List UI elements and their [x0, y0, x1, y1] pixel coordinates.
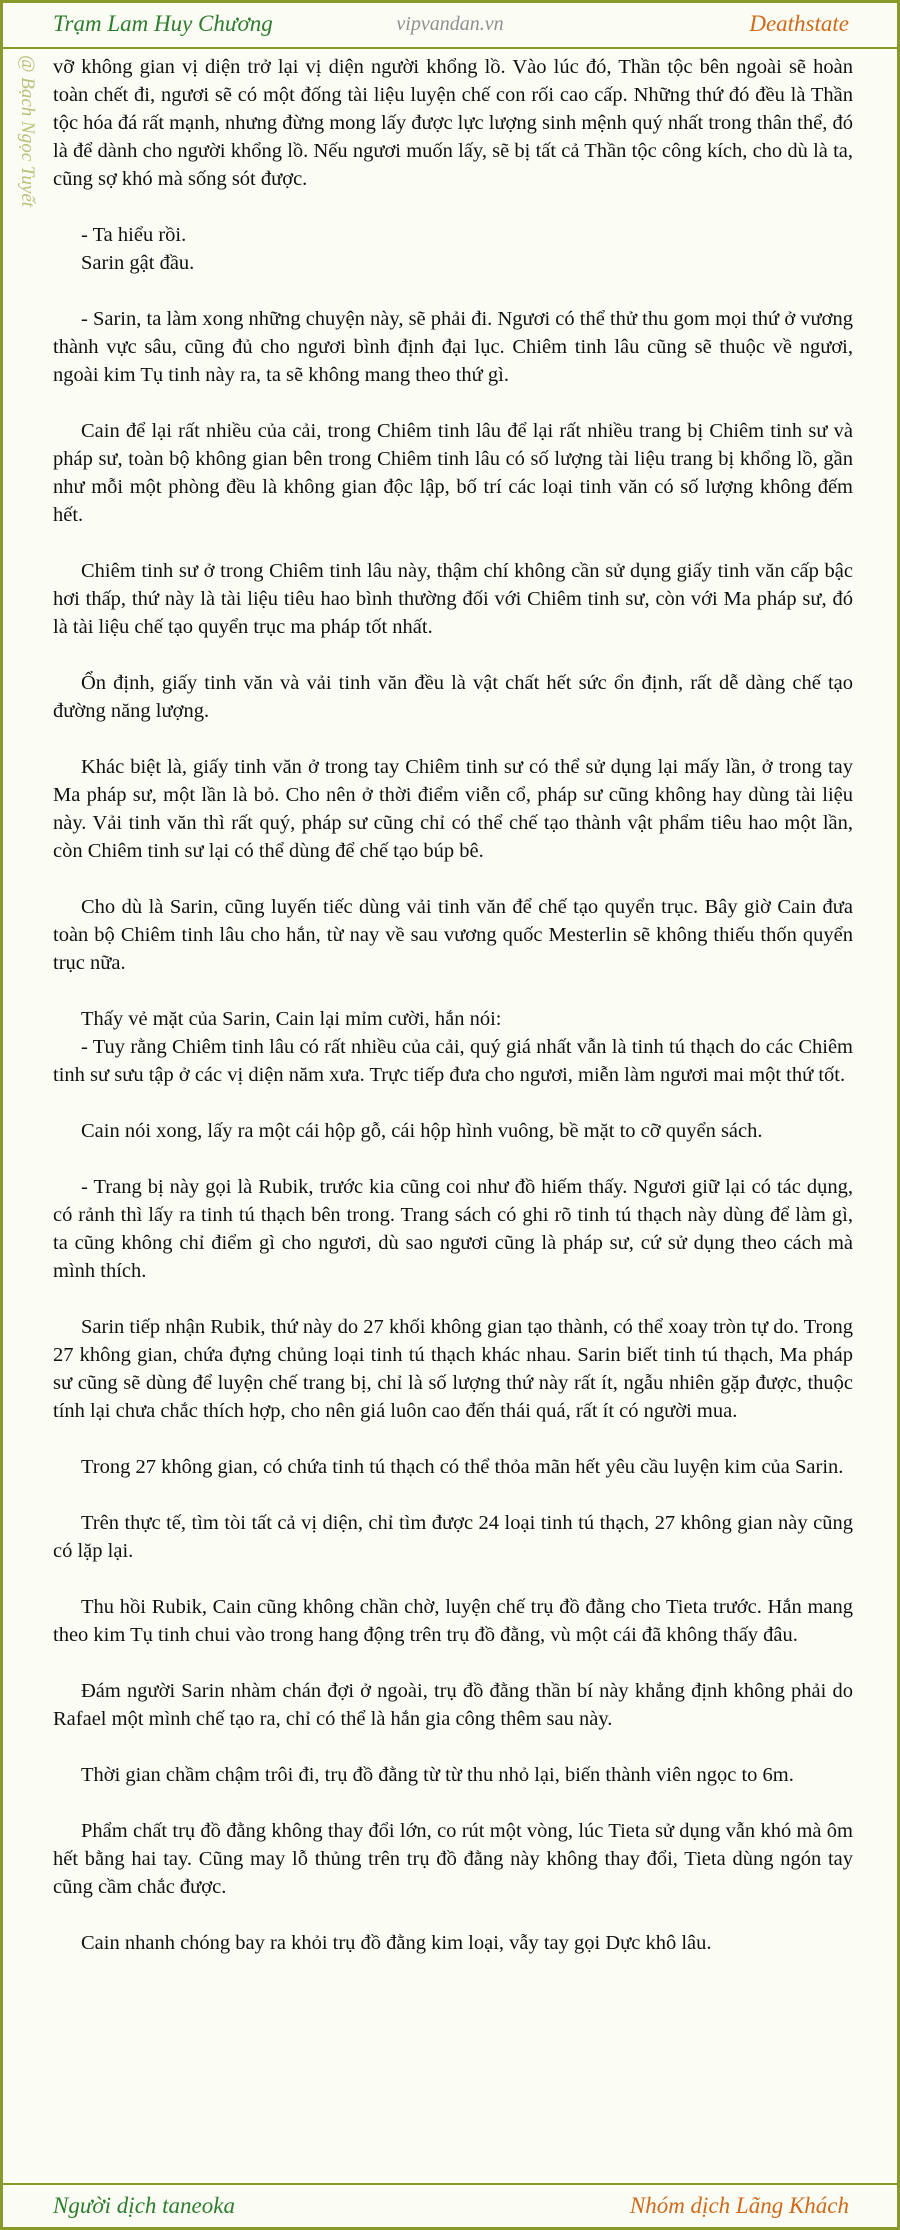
- chapter-body: [53, 53, 853, 1985]
- paragraph: Trong 27 không gian, có chứa tinh tú thạch có thể thỏa mãn hết yêu cầu luyện kim của Sarin.: [81, 1456, 844, 1478]
- paragraph: Thu hồi Rubik, Cain cũng không chần chờ, luyện chế trụ đồ đằng cho Tieta trước. Hắn mang theo kim Tụ tinh chui vào trong hang động trên trụ đồ đằng, vù một cái đã không thấy đâu.: [53, 1596, 853, 1646]
- side-watermark: [13, 55, 41, 265]
- paragraph: Khác biệt là, giấy tinh văn ở trong tay Chiêm tinh sư có thể sử dụng lại mấy lần, ở trong tay Ma pháp sư, một lần là bỏ. Cho nên ở thời điểm viễn cổ, pháp sư cũng không hay dùng tài liệu này. Vải tinh văn thì rất quý, pháp sư cũng chỉ có thể chế tạo thành vật phẩm tiêu hao một lần, còn Chiêm tinh sư lại có thể dùng để chế tạo búp bê.: [53, 756, 853, 862]
- header-title: Trạm Lam Huy Chương: [53, 11, 273, 36]
- paragraph: Chiêm tinh sư ở trong Chiêm tinh lâu này, thậm chí không cần sử dụng giấy tinh văn cấp bậc hơi thấp, thứ này là tài liệu tiêu hao bình thường đối với Chiêm tinh sư, còn với Ma pháp sư, đó là tài liệu chế tạo quyển trục ma pháp tốt nhất.: [53, 560, 853, 638]
- dialogue-line: - Ta hiểu rồi.: [81, 224, 187, 246]
- paragraph: Phẩm chất trụ đồ đằng không thay đổi lớn, co rút một vòng, lúc Tieta sử dụng vẫn khó mà ôm hết bằng hai tay. Cũng may lỗ thủng trên trụ đồ đằng này không thay đổi, Tieta dùng ngón tay cũng cầm chắc được.: [53, 1820, 853, 1898]
- dialogue-line: - Sarin, ta làm xong những chuyện này, sẽ phải đi. Ngươi có thể thử thu gom mọi thứ ở vương thành vực sâu, cũng đủ cho ngươi bình định đại lục. Chiêm tinh lâu cũng sẽ thuộc về ngươi, ngoài kim Tụ tinh này ra, ta sẽ không mang theo thứ gì.: [53, 308, 853, 386]
- paragraph: Cho dù là Sarin, cũng luyến tiếc dùng vải tinh văn để chế tạo quyển trục. Bây giờ Cain đưa toàn bộ Chiêm tinh lâu cho hắn, từ nay về sau vương quốc Mesterlin sẽ không thiếu thốn quyển trục nữa.: [53, 896, 853, 974]
- dialogue-line: - Tuy rằng Chiêm tinh lâu có rất nhiều của cải, quý giá nhất vẫn là tinh tú thạch do các Chiêm tinh sư sưu tập ở các vị diện năm xưa. Trực tiếp đưa cho ngươi, miễn làm ngươi mai một thứ tốt.: [53, 1036, 853, 1086]
- paragraph: Sarin tiếp nhận Rubik, thứ này do 27 khối không gian tạo thành, có thể xoay tròn tự do. Trong 27 không gian, chứa đựng chủng loại tinh tú thạch khác nhau. Sarin biết tinh tú thạch, Ma pháp sư cũng sẽ dùng để luyện chế trang bị, chỉ là số lượng thứ này rất ít, ngẫu nhiên gặp được, thuộc tính lại chưa chắc thích hợp, cho nên giá luôn cao đến thái quá, rất ít có người mua.: [53, 1316, 853, 1422]
- paragraph: Thấy vẻ mặt của Sarin, Cain lại mỉm cười, hắn nói:: [81, 1008, 502, 1030]
- paragraph: Sarin gật đầu.: [81, 252, 195, 274]
- paragraph: Cain để lại rất nhiều của cải, trong Chiêm tinh lâu để lại rất nhiều trang bị Chiêm tinh sư và pháp sư, toàn bộ không gian bên trong Chiêm tinh lâu có số lượng tài liệu trang bị khổng lồ, gần như mỗi một phòng đều là không gian độc lập, bố trí các loại tinh văn có số lượng không đếm hết.: [53, 420, 853, 526]
- header-site: vipvandan.vn: [396, 13, 504, 35]
- paragraph: Cain nói xong, lấy ra một cái hộp gỗ, cái hộp hình vuông, bề mặt to cỡ quyển sách.: [81, 1120, 763, 1142]
- page-header: [3, 3, 897, 49]
- paragraph: vỡ không gian vị diện trở lại vị diện người khổng lồ. Vào lúc đó, Thần tộc bên ngoài sẽ hoàn toàn chết đi, ngươi sẽ có một đống tài liệu luyện chế con rối cao cấp. Những thứ đó đều là Thần tộc hóa đá rất mạnh, nhưng đừng mong lấy được lực lượng sinh mệnh quý nhất trong thân thể, đó là để dành cho người khổng lồ. Nếu ngươi muốn lấy, sẽ bị tất cả Thần tộc công kích, cho dù là ta, cũng sợ khó mà sống sót được.: [53, 56, 853, 190]
- paragraph: Trên thực tế, tìm tòi tất cả vị diện, chỉ tìm được 24 loại tinh tú thạch, 27 không gian này cũng có lặp lại.: [53, 1512, 853, 1562]
- footer-translator: Người dịch taneoka: [53, 2193, 235, 2218]
- paragraph: Thời gian chầm chậm trôi đi, trụ đồ đằng từ từ thu nhỏ lại, biến thành viên ngọc to 6m.: [81, 1764, 794, 1786]
- paragraph: Cain nhanh chóng bay ra khỏi trụ đồ đằng kim loại, vẫy tay gọi Dực khô lâu.: [81, 1932, 712, 1954]
- side-label: @ Bạch Ngọc Tuyết: [17, 55, 38, 208]
- paragraph: Ổn định, giấy tinh văn và vải tinh văn đều là vật chất hết sức ổn định, rất dễ dàng chế tạo đường năng lượng.: [53, 672, 853, 722]
- header-book: Deathstate: [749, 11, 849, 36]
- page-footer: [3, 2183, 897, 2227]
- dialogue-line: - Trang bị này gọi là Rubik, trước kia cũng coi như đồ hiếm thấy. Ngươi giữ lại có tác dụng, có rảnh thì lấy ra tinh tú thạch bên trong. Trang sách có ghi rõ tinh tú thạch này dùng để làm gì, ta cũng không chỉ điểm gì cho ngươi, dù sao ngươi cũng là pháp sư, cứ sử dụng theo cách mà mình thích.: [53, 1176, 853, 1282]
- footer-group: Nhóm dịch Lãng Khách: [629, 2193, 849, 2218]
- paragraph: Đám người Sarin nhàm chán đợi ở ngoài, trụ đồ đằng thần bí này khẳng định không phải do Rafael một mình chế tạo ra, chỉ có thể là hắn gia công thêm sau này.: [53, 1680, 853, 1730]
